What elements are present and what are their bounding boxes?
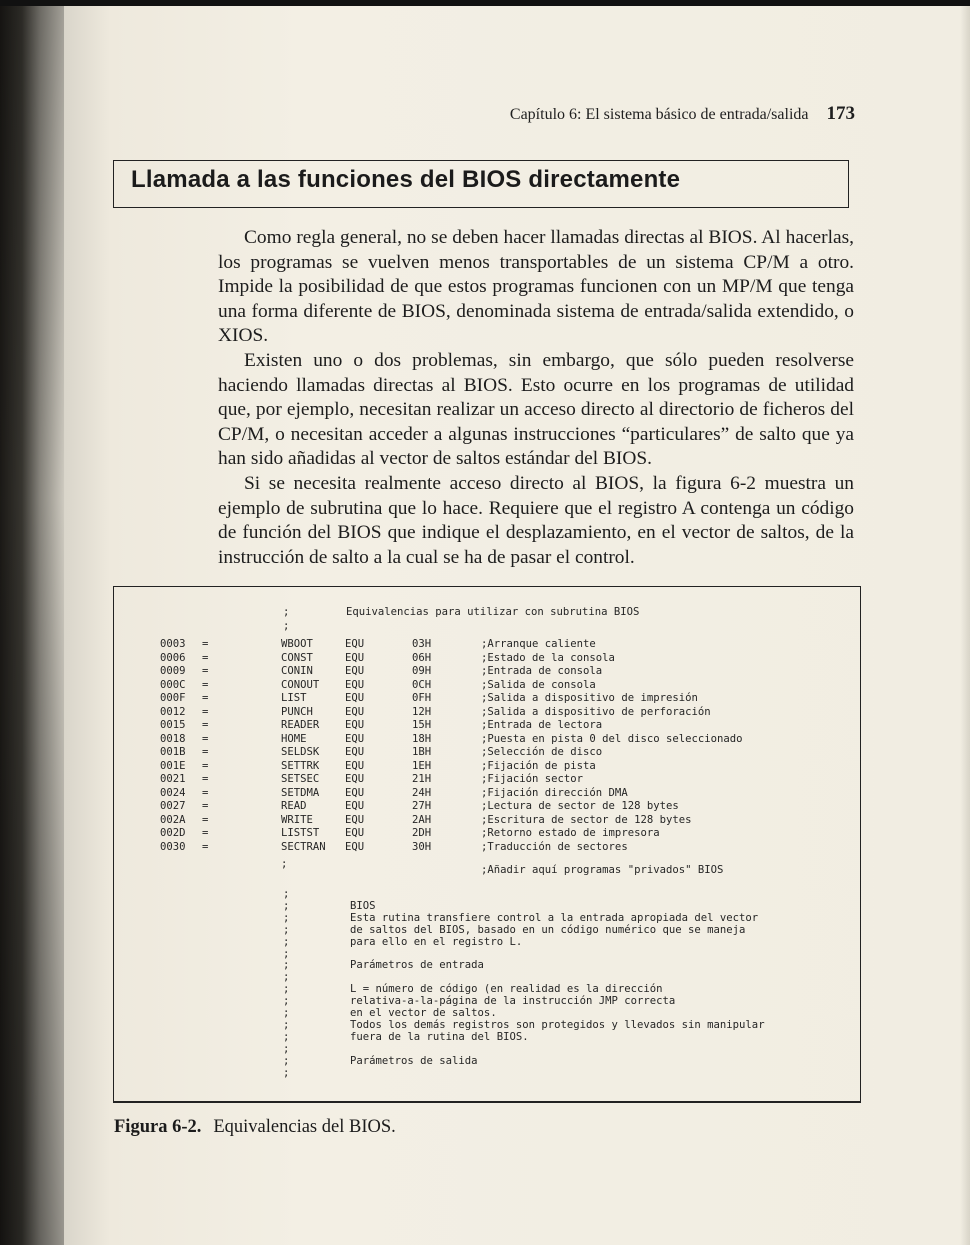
section-title: Llamada a las funciones del BIOS directamente xyxy=(131,166,681,193)
equate-sign: = xyxy=(202,651,209,664)
comment-semicolon: ; xyxy=(283,1042,290,1055)
equate-operator: EQU xyxy=(345,705,365,718)
equate-sign: = xyxy=(202,813,209,826)
equate-operator: EQU xyxy=(345,813,365,826)
equate-sign: = xyxy=(202,638,209,650)
paragraph: Como regla general, no se deben hacer llamadas directas al BIOS. Al hacerlas, los programas se vuelven menos transportables de un sistema CP/M a otro. Impide la posibilidad de que estos programas funcionen con un MP/M que tenga una forma diferente de BIOS, denominada sistema de entrada/salida extendido, o XIOS. xyxy=(218,227,854,347)
comment-text: Parámetros de salida xyxy=(350,1054,478,1067)
equate-operator: EQU xyxy=(345,840,365,853)
equate-value: 0FH xyxy=(412,692,432,704)
comment-text: en el vector de saltos. xyxy=(350,1007,497,1019)
equate-address: 002A xyxy=(160,813,186,826)
equate-operator: EQU xyxy=(345,719,365,731)
equate-value: 1BH xyxy=(412,746,432,758)
equate-address: 0027 xyxy=(160,800,186,812)
listing-header-text: Equivalencias para utilizar con subrutina BIOS xyxy=(346,606,640,618)
equate-operator: EQU xyxy=(345,773,365,785)
equate-row xyxy=(160,814,840,827)
equate-sign: = xyxy=(202,800,209,812)
comment-semicolon: ; xyxy=(283,1066,290,1079)
equate-operator: EQU xyxy=(345,746,365,758)
equate-operator: EQU xyxy=(345,665,365,677)
equate-value: 18H xyxy=(412,732,432,745)
equate-value: 03H xyxy=(412,638,432,650)
equate-row xyxy=(160,638,840,651)
comment-text: Parámetros de entrada xyxy=(350,959,484,972)
equate-label: LIST xyxy=(281,692,307,704)
equate-sign: = xyxy=(202,665,209,677)
equate-label: SETTRK xyxy=(281,759,320,772)
equate-value: 1EH xyxy=(412,759,432,772)
equate-row xyxy=(160,652,840,665)
equate-sign: = xyxy=(202,786,209,799)
equate-address: 0024 xyxy=(160,786,186,799)
equate-value: 0CH xyxy=(412,678,432,691)
equate-value: 12H xyxy=(412,705,432,718)
private-programs-note: ;Añadir aquí programas "privados" BIOS xyxy=(481,864,724,876)
equate-sign: = xyxy=(202,678,209,691)
comment-semicolon: ; xyxy=(283,983,290,996)
equate-address: 001E xyxy=(160,759,186,772)
equate-comment: ;Arranque caliente xyxy=(481,638,596,650)
equate-value: 2DH xyxy=(412,827,432,839)
equate-address: 000F xyxy=(160,692,186,704)
comment-semicolon: ; xyxy=(283,971,290,984)
private-semicolon: ; xyxy=(281,858,288,870)
equate-label: CONST xyxy=(281,651,313,664)
listing-header-semicolon: ; xyxy=(283,606,290,618)
comment-semicolon: ; xyxy=(283,935,290,948)
equate-label: READ xyxy=(281,800,307,812)
equate-sign: = xyxy=(202,719,209,731)
equate-operator: EQU xyxy=(345,759,365,772)
equate-sign: = xyxy=(202,827,209,839)
figure-number: Figura 6-2. xyxy=(114,1117,202,1137)
paragraph: Existen uno o dos problemas, sin embargo, que sólo pueden resolverse haciendo llamadas directas al BIOS. Esto ocurre en los programas de utilidad que, por ejemplo, necesitan realizar un acceso directo al directorio de ficheros del CP/M, o necesitan acceder a algunas instrucciones “particulares” de salto que ya han sido añadidas al vector de saltos estándar del BIOS. xyxy=(218,349,854,470)
equate-row xyxy=(160,841,840,854)
equate-comment: ;Lectura de sector de 128 bytes xyxy=(481,800,679,812)
equate-row xyxy=(160,773,840,786)
equate-row xyxy=(160,692,840,705)
equate-value: 21H xyxy=(412,773,432,785)
equate-address: 000C xyxy=(160,678,186,691)
figure-caption-text: Equivalencias del BIOS. xyxy=(213,1117,396,1137)
private-programs-line xyxy=(160,858,840,876)
comment-semicolon: ; xyxy=(283,995,290,1008)
comment-semicolon: ; xyxy=(283,1007,290,1019)
equate-comment: ;Fijación sector xyxy=(481,773,584,785)
equate-sign: = xyxy=(202,840,209,853)
equate-comment: ;Salida de consola xyxy=(481,678,596,691)
equate-sign: = xyxy=(202,692,209,704)
equate-comment: ;Puesta en pista 0 del disco seleccionado xyxy=(481,732,743,745)
comment-text: fuera de la rutina del BIOS. xyxy=(350,1030,529,1043)
equate-label: READER xyxy=(281,719,320,731)
equate-label: WRITE xyxy=(281,813,313,826)
comment-text: Esta rutina transfiere control a la entrada apropiada del vector xyxy=(350,911,759,924)
body-text xyxy=(218,226,854,570)
equate-address: 002D xyxy=(160,827,186,839)
equate-comment: ;Estado de la consola xyxy=(481,651,615,664)
equate-operator: EQU xyxy=(345,800,365,812)
equate-address: 001B xyxy=(160,746,186,758)
equate-row xyxy=(160,827,840,840)
comment-text: para ello en el registro L. xyxy=(350,935,523,948)
equate-address: 0030 xyxy=(160,840,186,853)
equate-label: SELDSK xyxy=(281,746,320,758)
equate-row xyxy=(160,746,840,759)
comment-semicolon: ; xyxy=(283,1018,290,1031)
equate-sign: = xyxy=(202,773,209,785)
page-number: 173 xyxy=(826,103,855,124)
equate-sign: = xyxy=(202,705,209,718)
comment-semicolon: ; xyxy=(283,899,290,912)
equate-comment: ;Salida a dispositivo de impresión xyxy=(481,692,698,704)
comment-semicolon: ; xyxy=(283,947,290,960)
equate-value: 27H xyxy=(412,800,432,812)
equate-address: 0012 xyxy=(160,705,186,718)
equate-operator: EQU xyxy=(345,692,365,704)
equate-operator: EQU xyxy=(345,786,365,799)
equate-operator: EQU xyxy=(345,678,365,691)
equate-value: 06H xyxy=(412,651,432,664)
equate-address: 0009 xyxy=(160,665,186,677)
equate-label: SETSEC xyxy=(281,773,320,785)
equate-operator: EQU xyxy=(345,638,365,650)
equate-value: 2AH xyxy=(412,813,432,826)
scan-top-edge xyxy=(0,0,970,6)
equate-comment: ;Fijación de pista xyxy=(481,759,596,772)
comment-semicolon: ; xyxy=(283,1054,290,1067)
equate-row xyxy=(160,665,840,678)
equate-value: 30H xyxy=(412,840,432,853)
equate-operator: EQU xyxy=(345,732,365,745)
equate-address: 0018 xyxy=(160,732,186,745)
code-listing xyxy=(160,602,840,1097)
equate-comment: ;Fijación dirección DMA xyxy=(481,786,628,799)
figure-caption xyxy=(114,1117,396,1138)
equate-row xyxy=(160,706,840,719)
comment-semicolon: ; xyxy=(283,888,290,900)
equate-sign: = xyxy=(202,759,209,772)
equate-comment: ;Retorno estado de impresora xyxy=(481,827,660,839)
equate-value: 15H xyxy=(412,719,432,731)
equate-label: CONIN xyxy=(281,665,313,677)
comment-text: L = número de código (en realidad es la dirección xyxy=(350,983,663,996)
equate-label: HOME xyxy=(281,732,307,745)
equate-row xyxy=(160,760,840,773)
equate-row xyxy=(160,787,840,800)
equate-row xyxy=(160,733,840,746)
equate-address: 0015 xyxy=(160,719,186,731)
equate-operator: EQU xyxy=(345,651,365,664)
comment-semicolon: ; xyxy=(283,959,290,972)
equate-label: WBOOT xyxy=(281,638,313,650)
equate-row xyxy=(160,679,840,692)
equate-label: SECTRAN xyxy=(281,840,326,853)
equate-label: CONOUT xyxy=(281,678,320,691)
equate-label: PUNCH xyxy=(281,705,313,718)
equate-comment: ;Entrada de consola xyxy=(481,665,603,677)
paragraph: Si se necesita realmente acceso directo al BIOS, la figura 6-2 muestra un ejemplo de subrutina que lo hace. Requiere que el registro A contenga un código de función del BIOS que indique el desplazamiento, en el vector de saltos, de la instrucción de salto a la cual se ha de pasar el control. xyxy=(218,472,854,568)
comment-text: de saltos del BIOS, basado en un código numérico que se maneja xyxy=(350,923,746,936)
equate-comment: ;Salida a dispositivo de perforación xyxy=(481,705,711,718)
equate-operator: EQU xyxy=(345,827,365,839)
equate-label: LISTST xyxy=(281,827,320,839)
comment-semicolon: ; xyxy=(283,923,290,936)
equate-address: 0006 xyxy=(160,651,186,664)
equate-row xyxy=(160,719,840,732)
listing-blank-semicolon: ; xyxy=(283,620,290,632)
equate-row xyxy=(160,800,840,813)
equate-sign: = xyxy=(202,746,209,758)
equate-address: 0003 xyxy=(160,638,186,650)
equate-value: 09H xyxy=(412,665,432,677)
comment-semicolon: ; xyxy=(283,911,290,924)
equate-address: 0021 xyxy=(160,773,186,785)
book-spine-shadow xyxy=(0,0,64,1245)
equate-comment: ;Entrada de lectora xyxy=(481,719,603,731)
equate-comment: ;Escritura de sector de 128 bytes xyxy=(481,813,692,826)
comment-semicolon: ; xyxy=(283,1030,290,1043)
comment-text: BIOS xyxy=(350,899,376,912)
equate-sign: = xyxy=(202,732,209,745)
equate-comment: ;Traducción de sectores xyxy=(481,840,628,853)
comment-text: Todos los demás registros son protegidos y llevados sin manipular xyxy=(350,1018,765,1031)
equate-value: 24H xyxy=(412,786,432,799)
equate-comment: ;Selección de disco xyxy=(481,746,603,758)
running-header xyxy=(470,103,855,125)
comment-text: relativa-a-la-página de la instrucción JMP correcta xyxy=(350,995,676,1008)
running-title: Capítulo 6: El sistema básico de entrada/salida xyxy=(509,106,809,123)
equate-label: SETDMA xyxy=(281,786,320,799)
